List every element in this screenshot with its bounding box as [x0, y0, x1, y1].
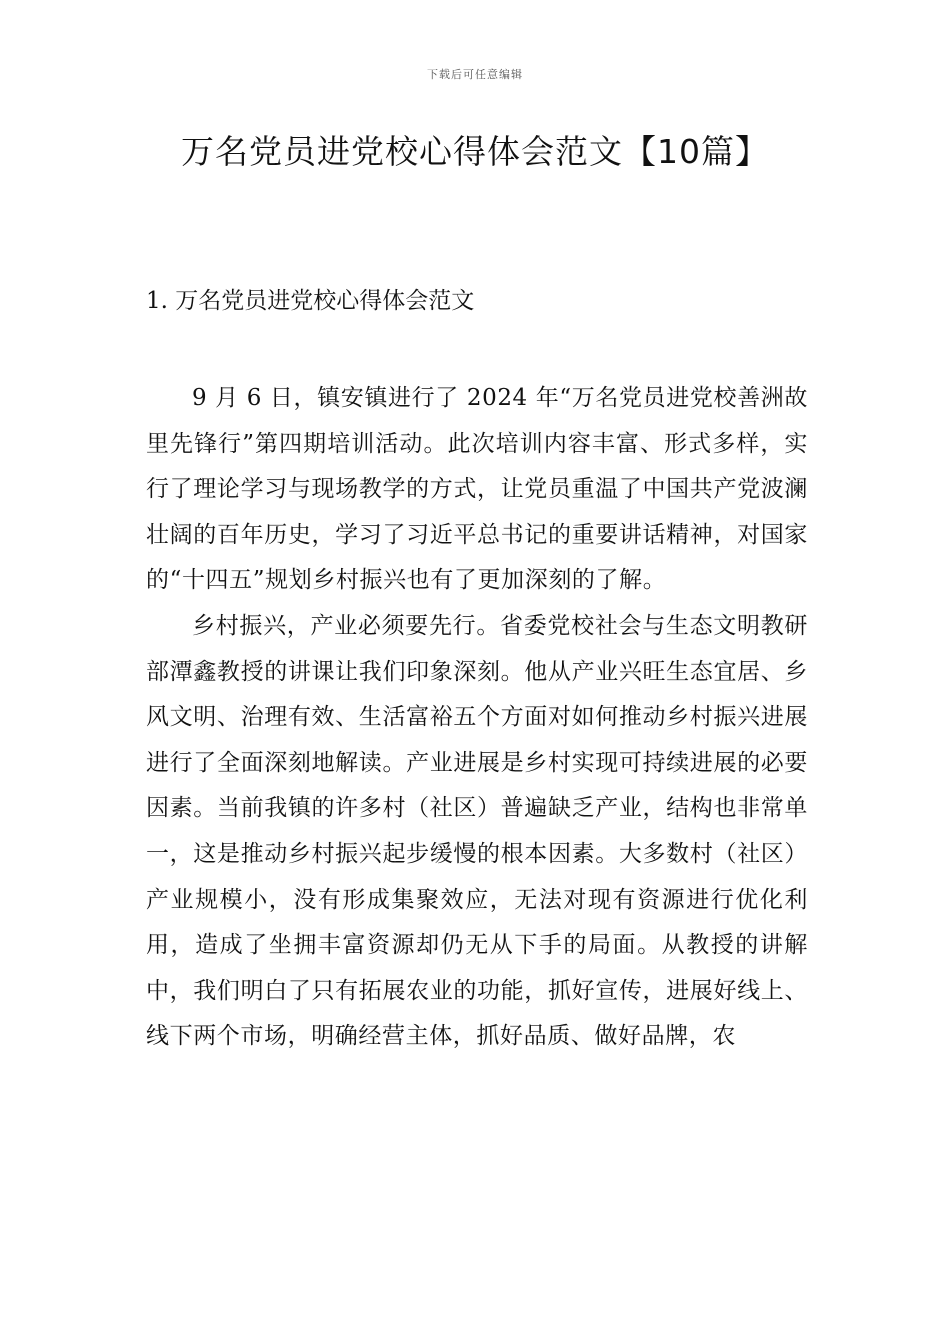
document-title: 万名党员进党校心得体会范文【10篇】 [181, 132, 769, 171]
paragraph: 乡村振兴，产业必须要先行。省委党校社会与生态文明教研部潭鑫教授的讲课让我们印象深刻。他从产业兴旺生态宜居、乡风文明、治理有效、生活富裕五个方面对如何推动乡村振兴进展进行了全面深刻地解读。产业进展是乡村实现可持续进展的必要因素。当前我镇的许多村（社区）普遍缺乏产业，结构也非常单一，这是推动乡村振兴起步缓慢的根本因素。大多数村（社区）产业规模小，没有形成集聚效应，无法对现有资源进行优化利用，造成了坐拥丰富资源却仍无从下手的局面。从教授的讲解中，我们明白了只有拓展农业的功能，抓好宣传，进展好线上、线下两个市场，明确经营主体，抓好品质、做好品牌，农 [146, 612, 808, 1050]
section-heading: 1. 万名党员进党校心得体会范文 [146, 288, 475, 314]
header-note: 下载后可任意编辑 [427, 68, 523, 81]
body-text [146, 376, 808, 1060]
paragraph: 9 月 6 日，镇安镇进行了 2024 年“万名党员进党校善洲故里先锋行”第四期培训活动。此次培训内容丰富、形式多样，实行了理论学习与现场教学的方式，让党员重温了中国共产党波澜壮阔的百年历史，学习了习近平总书记的重要讲话精神，对国家的“十四五”规划乡村振兴也有了更加深刻的了解。 [146, 385, 808, 594]
